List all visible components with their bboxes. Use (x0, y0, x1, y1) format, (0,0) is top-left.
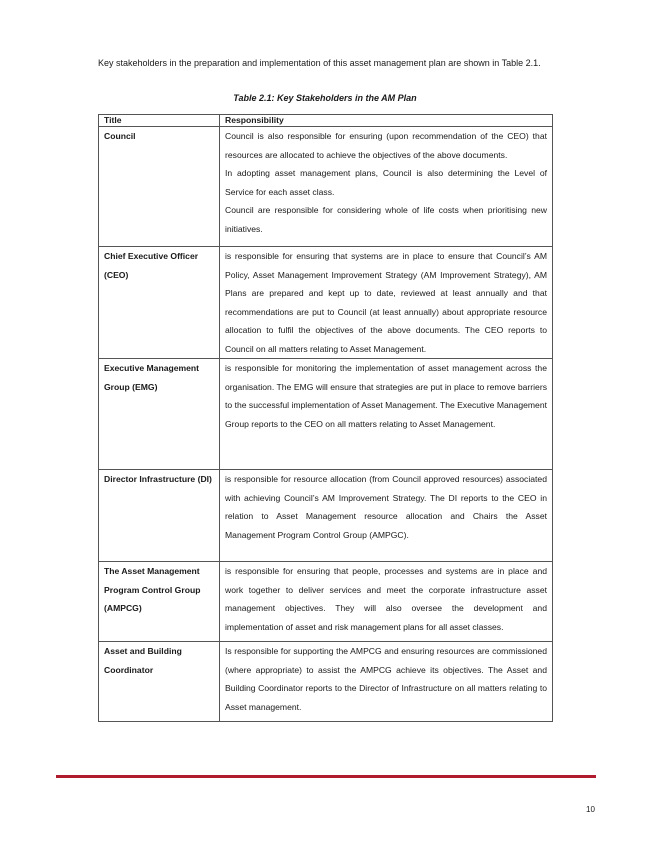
title-column-header: Title (99, 115, 220, 127)
responsibility-column-header: Responsibility (220, 115, 553, 127)
responsibility-paragraph: is responsible for ensuring that systems are in place to ensure that Council’s AM Policy, Asset Management Improvement Strategy (AM Improvement Strategy), AM Plans are prepared and kept up to date, reviewed at least annually and that recommendations are put to Council (at least annually) about appropriate resource allocation to fulfil the objectives of the above documents. The CEO reports to Council on all matters relating to Asset Management. (225, 251, 547, 354)
responsibility-paragraph: is responsible for monitoring the implementation of asset management across the organisation. The EMG will ensure that strategies are put in place to remove barriers to the successful implementation of Asset Management. The Executive Management Group reports to the CEO on all matters relating to Asset Management. (225, 363, 547, 429)
responsibility-cell (220, 359, 553, 470)
table-row (99, 562, 553, 642)
responsibility-cell (220, 562, 553, 642)
responsibility-cell (220, 127, 553, 247)
responsibility-paragraph: Is responsible for supporting the AMPCG and ensuring resources are commissioned (where appropriate) to assist the AMPCG achieve its objectives. The Asset and Building Coordinator reports to the Director of Infrastructure on all matters relating to Asset management. (225, 646, 547, 712)
stakeholders-table (98, 114, 553, 722)
table-header-row (99, 115, 553, 127)
responsibility-paragraph: is responsible for ensuring that people, processes and systems are in place and work together to deliver services and meet the corporate infrastructure asset management objectives. They will also oversee the development and implementation of asset and risk management plans for all asset classes. (225, 566, 547, 632)
intro-paragraph: Key stakeholders in the preparation and implementation of this asset management plan are shown in Table 2.1. (98, 58, 541, 68)
responsibility-paragraph: In adopting asset management plans, Council is also determining the Level of Service for each asset class. (225, 168, 547, 197)
stakeholder-title-asset-building-coordinator: Asset and Building Coordinator (99, 642, 220, 722)
table-row (99, 127, 553, 247)
responsibility-paragraph: Council is also responsible for ensuring (upon recommendation of the CEO) that resources are allocated to achieve the objectives of the above documents. (225, 131, 547, 160)
footer-rule (56, 775, 596, 778)
responsibility-paragraph: is responsible for resource allocation (from Council approved resources) associated with achieving Council’s AM Improvement Strategy. The DI reports to the CEO in relation to Asset Management resource allocation and Chairs the Asset Management Program Control Group (AMPGC). (225, 474, 547, 540)
responsibility-paragraph: Council are responsible for considering whole of life costs when prioritising new initiatives. (225, 205, 547, 234)
responsibility-cell (220, 247, 553, 359)
stakeholder-title-ceo: Chief Executive Officer (CEO) (99, 247, 220, 359)
stakeholder-title-council: Council (99, 127, 220, 247)
table-row (99, 247, 553, 359)
page-number: 10 (586, 805, 595, 814)
stakeholder-title-di: Director Infrastructure (DI) (99, 470, 220, 562)
responsibility-cell (220, 642, 553, 722)
stakeholder-title-emg: Executive Management Group (EMG) (99, 359, 220, 470)
table-row (99, 359, 553, 470)
table-row (99, 642, 553, 722)
table-row (99, 470, 553, 562)
table-caption: Table 2.1: Key Stakeholders in the AM Plan (233, 93, 417, 103)
stakeholder-title-ampcg: The Asset Management Program Control Group (AMPCG) (99, 562, 220, 642)
responsibility-cell (220, 470, 553, 562)
